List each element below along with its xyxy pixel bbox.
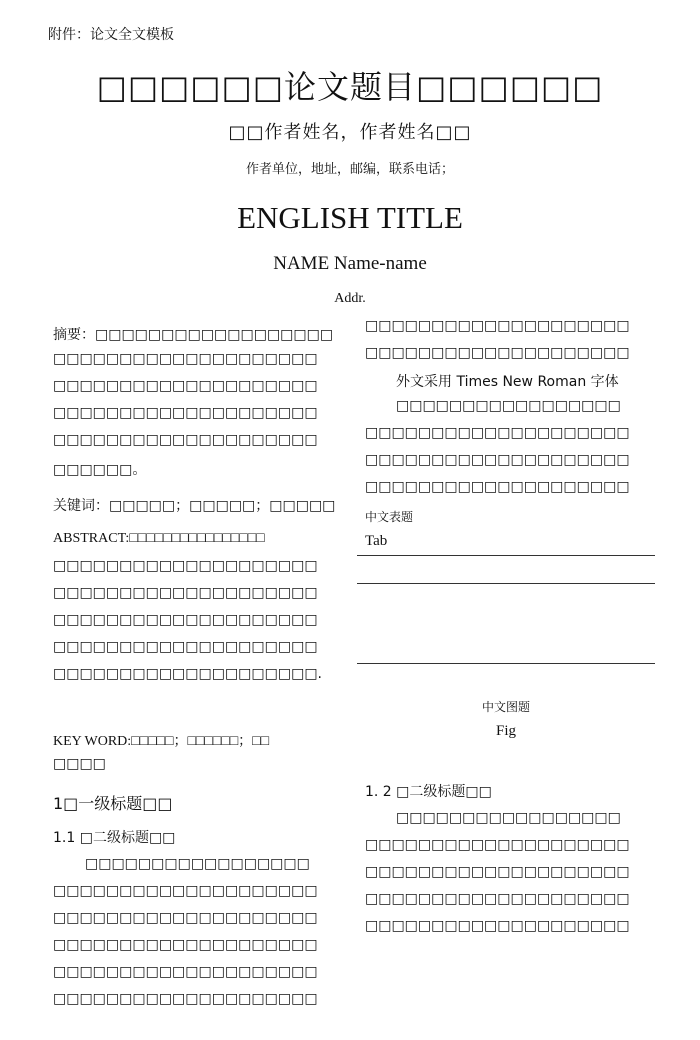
table-middle-rule xyxy=(357,583,655,584)
body-line: □□□□□□□□□□□□□□□□□□□□ xyxy=(365,345,630,361)
table-title: 中文表题 xyxy=(365,510,414,524)
body-line: □□□□□□□□□□□□□□□□□□□□ xyxy=(365,918,630,934)
abstract-line: 摘要：□□□□□□□□□□□□□□□□□□ xyxy=(53,327,334,343)
body-line: □□□□□□□□□□□□□□□□□□□□ xyxy=(53,964,318,980)
body-line: □□□□□□□□□□□□□□□□□ xyxy=(396,810,621,826)
table-label: Tab xyxy=(365,533,388,549)
body-line: □□□□□□□□□□□□□□□□□□□□ xyxy=(53,937,318,953)
body-line: □□□□□□□□□□□□□□□□□ xyxy=(85,856,310,872)
body-line: □□□□□□□□□□□□□□□□□□□□ xyxy=(365,452,630,468)
english-abstract-line: □□□□□□□□□□□□□□□□□□□□. xyxy=(53,666,323,682)
keywords: 关键词：□□□□□；□□□□□；□□□□□ xyxy=(53,498,336,514)
body-line: □□□□□□□□□□□□□□□□□□□□ xyxy=(53,910,318,926)
abstract-line: □□□□□□□□□□□□□□□□□□□□ xyxy=(53,432,318,448)
body-line: □□□□□□□□□□□□□□□□□□□□ xyxy=(53,883,318,899)
english-keywords-line: KEY WORD:□□□□□；□□□□□□；□□ xyxy=(53,734,270,749)
section-1-heading: 1□一级标题□□ xyxy=(53,794,173,813)
section-1-2-heading: 1. 2 □二级标题□□ xyxy=(365,784,492,800)
body-line: □□□□□□□□□□□□□□□□□□□□ xyxy=(365,837,630,853)
paper-title: □□□□□□论文题目□□□□□□ xyxy=(96,68,604,106)
english-keywords-line: □□□□ xyxy=(53,756,106,772)
english-address: Addr. xyxy=(334,291,366,306)
font-note: 外文采用 Times New Roman 字体 xyxy=(396,374,619,390)
body-line: □□□□□□□□□□□□□□□□□ xyxy=(396,398,621,414)
body-line: □□□□□□□□□□□□□□□□□□□□ xyxy=(53,991,318,1007)
body-line: □□□□□□□□□□□□□□□□□□□□ xyxy=(365,891,630,907)
abstract-line: □□□□□□□□□□□□□□□□□□□□ xyxy=(53,378,318,394)
abstract-line: □□□□□□□□□□□□□□□□□□□□ xyxy=(53,351,318,367)
figure-label: Fig xyxy=(495,723,516,739)
body-line: □□□□□□□□□□□□□□□□□□□□ xyxy=(365,318,630,334)
author-affiliation: 作者单位，地址，邮编，联系电话； xyxy=(245,162,454,177)
body-line: □□□□□□□□□□□□□□□□□□□□ xyxy=(365,864,630,880)
abstract-line: □□□□□□□□□□□□□□□□□□□□ xyxy=(53,405,318,421)
section-1-1-heading: 1.1 □二级标题□□ xyxy=(53,830,176,846)
attachment-label: 附件：论文全文模板 xyxy=(48,27,174,43)
english-author-name: NAME Name-name xyxy=(273,253,427,274)
body-line: □□□□□□□□□□□□□□□□□□□□ xyxy=(365,425,630,441)
english-title: ENGLISH TITLE xyxy=(237,200,463,235)
english-abstract-line: □□□□□□□□□□□□□□□□□□□□ xyxy=(53,612,318,628)
english-abstract-line: □□□□□□□□□□□□□□□□□□□□ xyxy=(53,558,318,574)
english-abstract-line: □□□□□□□□□□□□□□□□□□□□ xyxy=(53,639,318,655)
table-bottom-rule xyxy=(357,663,655,664)
english-abstract-line: □□□□□□□□□□□□□□□□□□□□ xyxy=(53,585,318,601)
author-names: □□作者姓名，作者姓名□□ xyxy=(228,122,472,143)
abstract-line: □□□□□□。 xyxy=(53,462,147,478)
english-abstract-line: ABSTRACT:□□□□□□□□□□□□□□□□ xyxy=(53,531,265,546)
figure-title: 中文图题 xyxy=(481,700,530,714)
table-top-rule xyxy=(357,555,655,556)
body-line: □□□□□□□□□□□□□□□□□□□□ xyxy=(365,479,630,495)
